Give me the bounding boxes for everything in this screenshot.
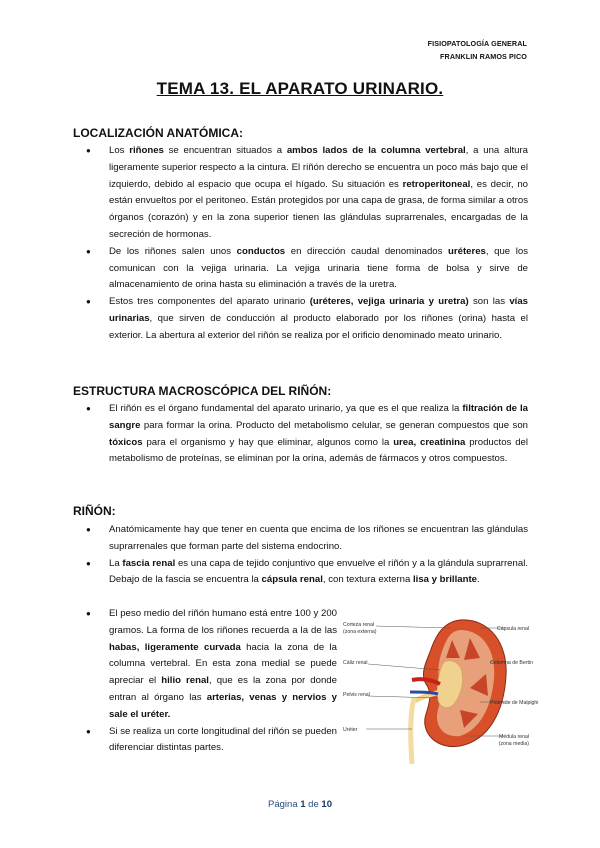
page-number: Página 1 de 10: [268, 799, 332, 810]
label-bertin: Columna de Bertin: [490, 660, 533, 666]
list-rinon-peso: [73, 606, 337, 757]
label-corteza-sub: (zona externa): [343, 629, 377, 635]
page-title: TEMA 13. EL APARATO URINARIO.: [156, 79, 444, 98]
list-item: ● Los riñones se encuentran situados a ambos lados de la columna vertebral, a una altura ligeramente superior respecto a la cintura. El riñón derecho se encuentra un poco más bajo que el izquierdo, debido al espacio que ocupa el hígado. Su situación es retroperitoneal, es decir, no están envueltos por el peritoneo. Están protegidos por una capa de grasa, de forma similar a otros órganos (corazón) y en la zona superior tienen las glándulas suprarrenales, encargadas de la secreción de hormonas.: [73, 143, 528, 244]
label-malpighi: Pirámide de Malpighi: [490, 700, 539, 706]
label-capsula: Cápsula renal: [496, 626, 529, 632]
list-item: ● Si se realiza un corte longitudinal del riñón se pueden diferenciar distintas partes.: [73, 724, 337, 758]
ureter: [411, 698, 414, 764]
list-estructura: [73, 401, 528, 468]
renal-vein: [410, 692, 438, 694]
header-course: FISIOPATOLOGÍA GENERAL: [427, 39, 527, 48]
label-caliz: Cáliz renal: [343, 660, 368, 666]
list-rinon: [73, 522, 528, 589]
header-author: FRANKLIN RAMOS PICO: [440, 52, 527, 61]
list-item: ● Estos tres componentes del aparato urinario (uréteres, vejiga urinaria y uretra) son las vías urinarias, que sirven de conducción al producto elaborado por los riñones (orina) hasta el exterior. La abertura al exterior del riñón se realiza por el orificio denominado meato urinario.: [73, 294, 528, 344]
kidney-illustration: [410, 620, 506, 764]
list-item: ● Anatómicamente hay que tener en cuenta que encima de los riñones se encuentran las glándulas suprarrenales que forman parte del sistema endocrino.: [73, 522, 528, 556]
list-item: ● El peso medio del riñón humano está entre 100 y 200 gramos. La forma de los riñones recuerda a la de las habas, ligeramente curvada hacia la zona de la columna vertebral. En esta zona medial se puede apreciar el hilio renal, que es la zona por donde entran al órgano las arterias, venas y nervios y sale el uréter.: [73, 606, 337, 724]
list-item: ● El riñón es el órgano fundamental del aparato urinario, ya que es el que realiza la filtración de la sangre para formar la orina. Producto del metabolismo celular, se generan compuestos que son tóxicos para el organismo y hay que eliminar, algunos como la urea, creatinina productos del metabolismo de proteínas, se eliminan por la orina, además de fármacos y otros compuestos.: [73, 401, 528, 468]
section-heading-rinon: RIÑÓN:: [73, 504, 116, 518]
label-ureter: Uréter: [343, 727, 358, 733]
section-heading-estructura: ESTRUCTURA MACROSCÓPICA DEL RIÑÓN:: [73, 384, 332, 398]
label-medula-sub: (zona media): [498, 741, 529, 747]
list-item: ● De los riñones salen unos conductos en dirección caudal denominados uréteres, que los comunican con la vejiga urinaria. La vejiga urinaria tiene forma de bolsa y sirve de almacenamiento de orina hasta su eliminación a través de la uretra.: [73, 244, 528, 294]
label-pelvis: Pelvis renal: [343, 692, 370, 698]
section-heading-localizacion: LOCALIZACIÓN ANATÓMICA:: [73, 126, 243, 140]
kidney-diagram: [340, 614, 539, 766]
list-item: ● La fascia renal es una capa de tejido conjuntivo que envuelve el riñón y a la glándula suprarrenal. Debajo de la fascia se encuentra la cápsula renal, con textura externa lisa y brillante.: [73, 556, 528, 590]
label-corteza: Corteza renal: [343, 622, 375, 628]
list-localizacion: [73, 143, 528, 345]
label-medula: Médula renal: [499, 734, 529, 740]
